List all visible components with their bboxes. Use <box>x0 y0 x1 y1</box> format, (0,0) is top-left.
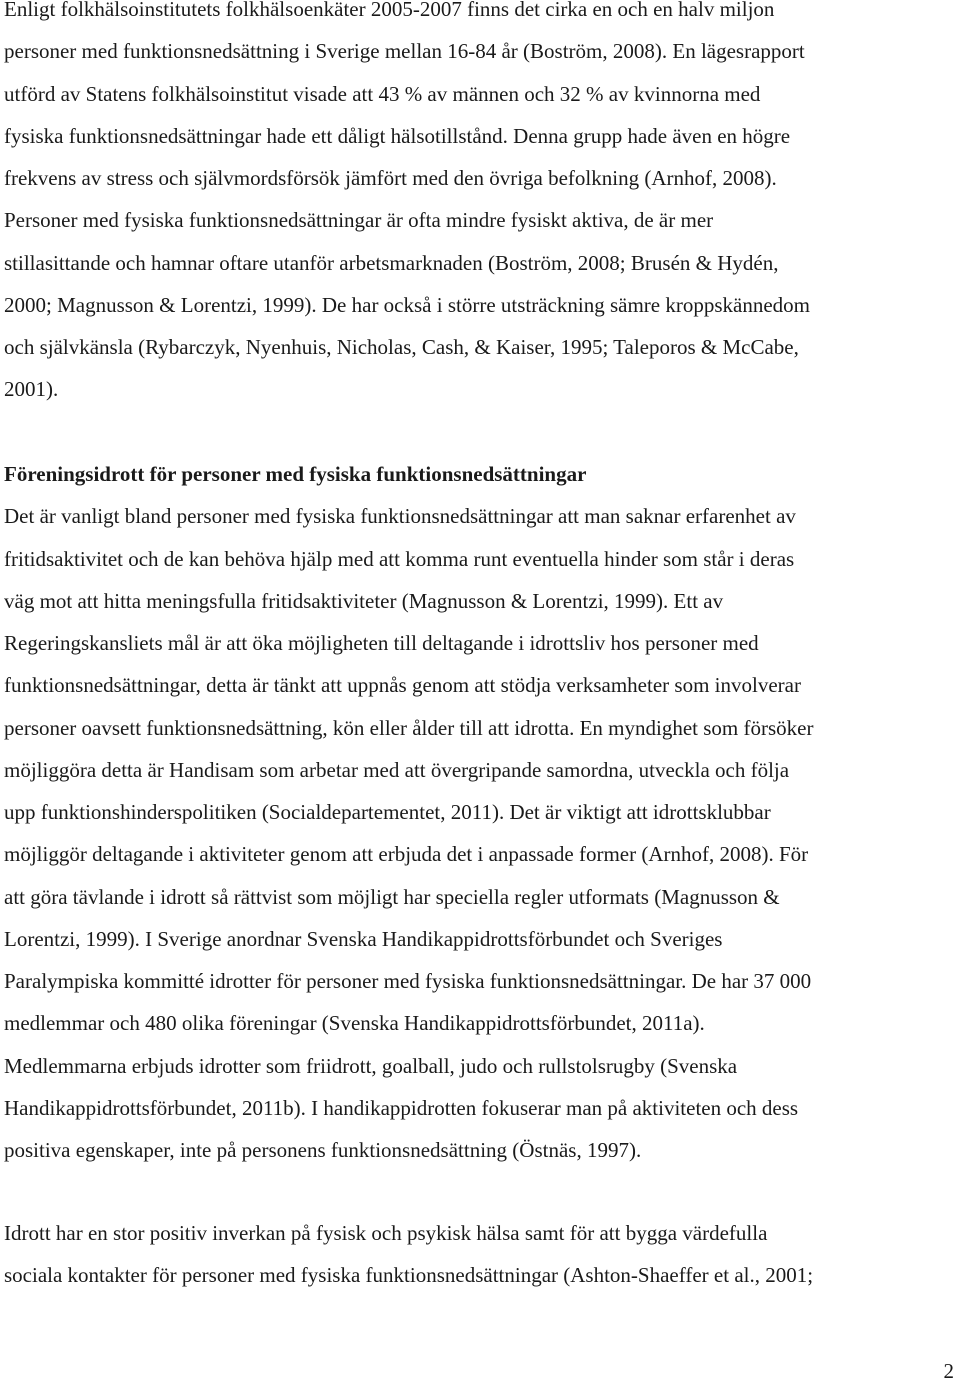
text-line: personer oavsett funktionsnedsättning, kön eller ålder till att idrotta. En myndighet som försöker <box>4 715 814 740</box>
text-line: Idrott har en stor positiv inverkan på fysisk och psykisk hälsa samt för att bygga värdefulla <box>4 1221 768 1245</box>
text-line: att göra tävlande i idrott så rättvist som möjligt har speciella regler utformats (Magnusson & <box>4 884 780 909</box>
text-line: stillasittande och hamnar oftare utanför arbetsmarknaden (Boström, 2008; Brusén & Hydén, <box>4 250 779 275</box>
text-line: upp funktionshinderspolitiken (Socialdepartementet, 2011). Det är viktigt att idrottsklubbar <box>4 800 771 824</box>
text-line: 2001). <box>4 377 59 402</box>
text-line: möjliggör deltagande i aktiviteter genom att erbjuda det i anpassade former (Arnhof, 2008). För <box>4 842 809 867</box>
text-line: Lorentzi, 1999). I Sverige anordnar Svenska Handikappidrottsförbundet och Sveriges <box>4 926 723 951</box>
closing-paragraph <box>4 1212 949 1297</box>
text-line: 2000; Magnusson & Lorentzi, 1999). De har också i större utsträckning sämre kroppskännedom <box>4 292 810 317</box>
text-line: fysiska funktionsnedsättningar hade ett dåligt hälsotillstånd. Denna grupp hade även en högre <box>4 123 791 148</box>
text-line: fritidsaktivitet och de kan behöva hjälp med att komma runt eventuella hinder som står i deras <box>4 546 795 571</box>
text-line: Medlemmarna erbjuds idrotter som friidrott, goalball, judo och rullstolsrugby (Svenska <box>4 1053 738 1078</box>
text-line: funktionsnedsättningar, detta är tänkt att uppnås genom att stödja verksamheter som involverar <box>4 673 801 698</box>
text-line: och självkänsla (Rybarczyk, Nyenhuis, Nicholas, Cash, & Kaiser, 1995; Taleporos & McCabe, <box>4 335 799 359</box>
text-line: Enligt folkhälsoinstitutets folkhälsoenkäter 2005-2007 finns det cirka en och en halv miljon <box>4 0 775 21</box>
text-line: Det är vanligt bland personer med fysiska funktionsnedsättningar att man saknar erfarenhet av <box>4 504 796 529</box>
text-line: sociala kontakter för personer med fysiska funktionsnedsättningar (Ashton-Shaeffer et al., 2001; <box>4 1263 814 1288</box>
page-number: 2 <box>943 1359 954 1383</box>
text-line: medlemmar och 480 olika föreningar (Svenska Handikappidrottsförbundet, 2011a). <box>4 1011 705 1036</box>
text-line: möjliggöra detta är Handisam som arbetar med att övergripande samordna, utveckla och följa <box>4 757 790 782</box>
text-line: Personer med fysiska funktionsnedsättningar är ofta mindre fysiskt aktiva, de är mer <box>4 208 714 233</box>
text-line: positiva egenskaper, inte på personens funktionsnedsättning (Östnäs, 1997). <box>4 1138 642 1162</box>
section <box>4 453 949 1171</box>
text-line: personer med funktionsnedsättning i Sverige mellan 16-84 år (Boström, 2008). En lägesrapport <box>4 39 805 64</box>
section-heading: Föreningsidrott för personer med fysiska funktionsnedsättningar <box>4 462 587 486</box>
text-line: väg mot att hitta meningsfulla fritidsaktiviteter (Magnusson & Lorentzi, 1999). Ett av <box>4 588 724 613</box>
text-line: Paralympiska kommitté idrotter för personer med fysiska funktionsnedsättningar. De har 37 000 <box>4 969 812 993</box>
intro-paragraph <box>4 0 949 411</box>
text-line: frekvens av stress och självmordsförsök jämfört med den övriga befolkning (Arnhof, 2008). <box>4 166 777 190</box>
text-line: Regeringskansliets mål är att öka möjligheten till deltagande i idrottsliv hos personer med <box>4 631 759 655</box>
text-line: Handikappidrottsförbundet, 2011b). I handikappidrotten fokuserar man på aktiviteten och dess <box>4 1095 799 1120</box>
text-line: utförd av Statens folkhälsoinstitut visade att 43 % av männen och 32 % av kvinnorna med <box>4 81 761 106</box>
